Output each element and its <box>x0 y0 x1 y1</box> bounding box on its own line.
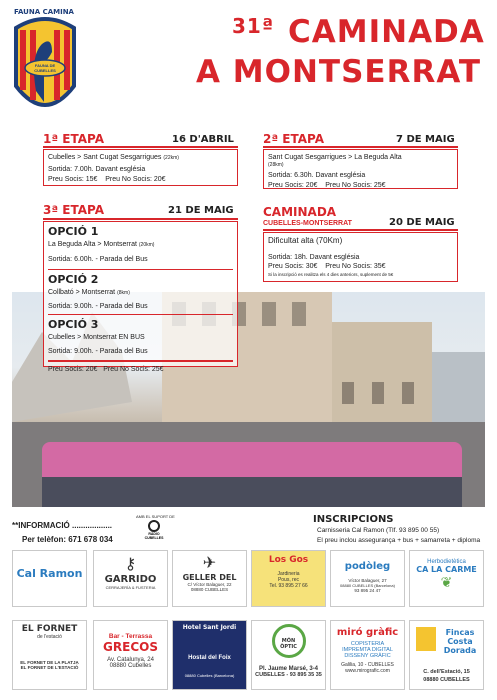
etapa1-departure: Sortida: 7.00h. Davant església <box>48 166 146 174</box>
etapa2-distance: (28km) <box>268 162 284 169</box>
etapa1-rule <box>43 146 238 148</box>
caminada-difficulty: Dificultat alta (70Km) <box>268 236 343 245</box>
etapa3-price-members: Preu Socis: 20€ <box>48 365 98 373</box>
opcio1-departure: Sortida: 6.00h. - Parada del Bus <box>48 256 148 264</box>
logo <box>8 6 82 126</box>
radio-name: RÀDIO CUBELLES <box>144 532 164 540</box>
opcio3-rule <box>48 360 233 362</box>
logo-badge-text: FAUNA DE CUBELLES <box>34 63 56 73</box>
sponsor-line: 93 895 24 47 <box>354 588 381 593</box>
sponsor-line: Víctor Balaguer, 27 <box>348 578 387 583</box>
radio-icon <box>148 520 160 532</box>
caminada-departure: Sortida: 18h. Davant església <box>268 253 360 261</box>
etapa2-route: Sant Cugat Sesgarrigues > La Beguda Alta <box>268 154 402 161</box>
caminada-rule <box>263 229 458 231</box>
etapa1-price-non: Preu No Socis: 20€ <box>105 175 166 183</box>
sponsor-line: Pous, rec <box>277 577 300 583</box>
logo-arc-text: FAUNA CAMINA <box>14 8 74 16</box>
caminada-box <box>263 232 458 282</box>
info-title: **INFORMACIÓ .................. <box>12 521 113 530</box>
inscripcions-line2: El preu inclou assegurança + bus + samarreta + diploma <box>317 537 481 544</box>
sponsor-line: Av. Catalunya, 24 <box>107 657 154 663</box>
etapa2-departure: Sortida: 6.30h. Davant església <box>268 172 366 180</box>
sponsor-line: Galilia, 10 - CUBELLES <box>341 662 394 668</box>
opcio2-rule <box>48 314 233 316</box>
opcio1-title: OPCIÓ 1 <box>48 225 99 238</box>
sponsor-hotel-sant-jordi[interactable] <box>172 620 247 690</box>
title-line-1: CAMINADA <box>288 14 485 50</box>
sponsor-miro-grafic[interactable] <box>330 620 405 690</box>
opcio3-route: Cubelles > Montserrat EN BUS <box>48 334 145 342</box>
sponsor-name: GARRIDO <box>104 574 157 585</box>
caminada-sublabel: CUBELLES-MONTSERRAT <box>263 220 352 227</box>
sponsor-mon-optic[interactable] <box>251 620 326 690</box>
opcio1-rule <box>48 269 233 271</box>
etapa1-label: 1ª ETAPA <box>43 132 105 146</box>
opcio3-title: OPCIÓ 3 <box>48 318 99 332</box>
sponsor-geller[interactable] <box>172 550 247 607</box>
sponsor-podoleg[interactable] <box>330 550 405 607</box>
sponsor-cal-ramon[interactable] <box>12 550 87 607</box>
sponsor-line: 08880 CUBELLES <box>190 587 229 592</box>
opcio3-departure: Sortida: 9.00h. - Parada del Bus <box>48 347 148 355</box>
sponsor-fincas-costa-dorada[interactable] <box>409 620 484 690</box>
caminada-date: 20 DE MAIG <box>389 217 455 228</box>
inscripcions-title: INSCRIPCIONS <box>313 514 394 525</box>
caminada-label: CAMINADA <box>263 205 337 219</box>
sponsor-name: GRECOS <box>103 640 158 654</box>
sponsor-line: IMPREMTA DIGITAL <box>342 647 393 653</box>
sponsor-grecos[interactable] <box>93 620 168 690</box>
opcio2-route: Collbató > Montserrat <box>48 289 116 297</box>
etapa3-label: 3ª ETAPA <box>43 203 105 217</box>
opcio2-title: OPCIÓ 2 <box>48 273 99 287</box>
caminada-price-members: Preu Socis: 30€ <box>268 263 318 271</box>
etapa1-box <box>43 149 238 186</box>
sponsor-line: de l'estació <box>37 634 62 640</box>
optic-circle-icon <box>272 624 306 658</box>
sponsor-name: CA LA CARME <box>416 565 477 574</box>
sun-icon <box>416 627 436 651</box>
etapa3-rule <box>43 218 238 220</box>
etapa2-price-members: Preu Socis: 20€ <box>268 181 318 189</box>
caminada-note: Si la inscripció es realitza els 4 dies anteriors, suplement de 5€ <box>268 271 394 277</box>
sponsor-line: www.mirografic.com <box>345 668 390 674</box>
sponsor-line: C/ Víctor Balaguer, 22 <box>187 582 232 587</box>
sponsor-name: Hotel Sant Jordi <box>182 624 237 631</box>
key-icon: ⚷ <box>124 556 137 573</box>
sponsor-line: Herbodietètica <box>427 559 466 565</box>
title-line-2: A MONTSERRAT <box>196 54 482 90</box>
sponsor-name: GELLER DEL <box>182 573 237 582</box>
sponsor-los-gos[interactable] <box>251 550 326 607</box>
sponsor-line: 08880 CUBELLES (Barcelona) <box>340 583 395 588</box>
etapa3-price-non: Preu No Socis: 25€ <box>103 365 164 373</box>
sponsor-line: EL FORNET DE LA PLATJA <box>20 660 79 665</box>
support-label: AMB EL SUPORT DE <box>136 514 175 519</box>
sponsor-ca-la-carme[interactable] <box>409 550 484 607</box>
opcio2-departure: Sortida: 9.00h. - Parada del Bus <box>48 302 148 310</box>
etapa2-box <box>263 149 458 189</box>
sponsor-line: EL FORNET DE L'ESTACIÓ <box>20 665 79 670</box>
sponsor-garrido[interactable] <box>93 550 168 607</box>
opcio2-distance: (8km) <box>117 290 130 297</box>
sponsor-line: CUBELLES - 93 895 35 35 <box>255 672 322 678</box>
sponsor-el-fornet[interactable] <box>12 620 87 690</box>
caminada-price-non: Preu No Socis: 35€ <box>325 263 386 271</box>
sponsor-line: 08880 Cubelles (Barcelona) <box>184 673 235 678</box>
etapa2-rule <box>263 146 458 148</box>
etapa1-distance: (22km) <box>163 155 179 161</box>
sponsor-line: COPISTERIA <box>350 641 385 647</box>
sponsor-line: 08880 CUBELLES <box>423 677 470 683</box>
etapa1-route: Cubelles > Sant Cugat Sesgarrigues <box>48 154 162 161</box>
sponsor-line: Pl. Jaume Marsé, 3-4 <box>258 666 319 672</box>
etapa2-price-non: Preu No Socis: 25€ <box>325 181 386 189</box>
leaf-icon: ❦ <box>440 574 453 590</box>
sponsor-name: miró gràfic <box>336 627 399 638</box>
info-phone: Per telèfon: 671 678 034 <box>22 535 113 544</box>
sponsor-line: C. dell'Estació, 15 <box>423 669 470 675</box>
sponsor-line: Hostal del Foix <box>188 655 231 661</box>
radio-logo <box>142 520 166 544</box>
sponsor-line: CERRAJERÍA & FUSTERIA <box>105 585 156 590</box>
sponsor-line: 08880 Cubelles <box>109 663 152 669</box>
etapa2-label: 2ª ETAPA <box>263 132 325 146</box>
bird-icon: ✈ <box>202 555 217 572</box>
etapa1-date: 16 D'ABRIL <box>172 134 234 145</box>
etapa1-price-members: Preu Socis: 15€ <box>48 175 98 183</box>
sponsor-name: MÓN ÒPTIC <box>280 638 297 650</box>
sponsor-line: Bar - Terrassa <box>108 633 153 640</box>
sponsor-name: EL FORNET <box>21 624 78 634</box>
sponsor-line: DISSENY GRÀFIC <box>344 653 391 659</box>
inscripcions-line1: Carnisseria Cal Ramon (Tlf. 93 895 00 55) <box>317 527 440 534</box>
sponsor-name: Fincas Costa Dorada <box>443 628 477 655</box>
sponsor-name: Los Gos <box>268 555 309 565</box>
opcio1-distance: (20km) <box>138 241 155 248</box>
etapa3-date: 21 DE MAIG <box>168 205 234 216</box>
opcio1-route: La Beguda Alta > Montserrat <box>48 240 137 248</box>
sponsor-name: podòleg <box>344 561 391 572</box>
etapa2-date: 7 DE MAIG <box>396 134 455 145</box>
sponsor-line: Tel. 93 895 27 66 <box>269 583 308 589</box>
edition-number: 31ª <box>232 14 275 38</box>
sponsor-name: Cal Ramon <box>16 567 83 580</box>
etapa3-box <box>43 221 238 373</box>
sponsor-line: Jardineria <box>277 571 300 577</box>
